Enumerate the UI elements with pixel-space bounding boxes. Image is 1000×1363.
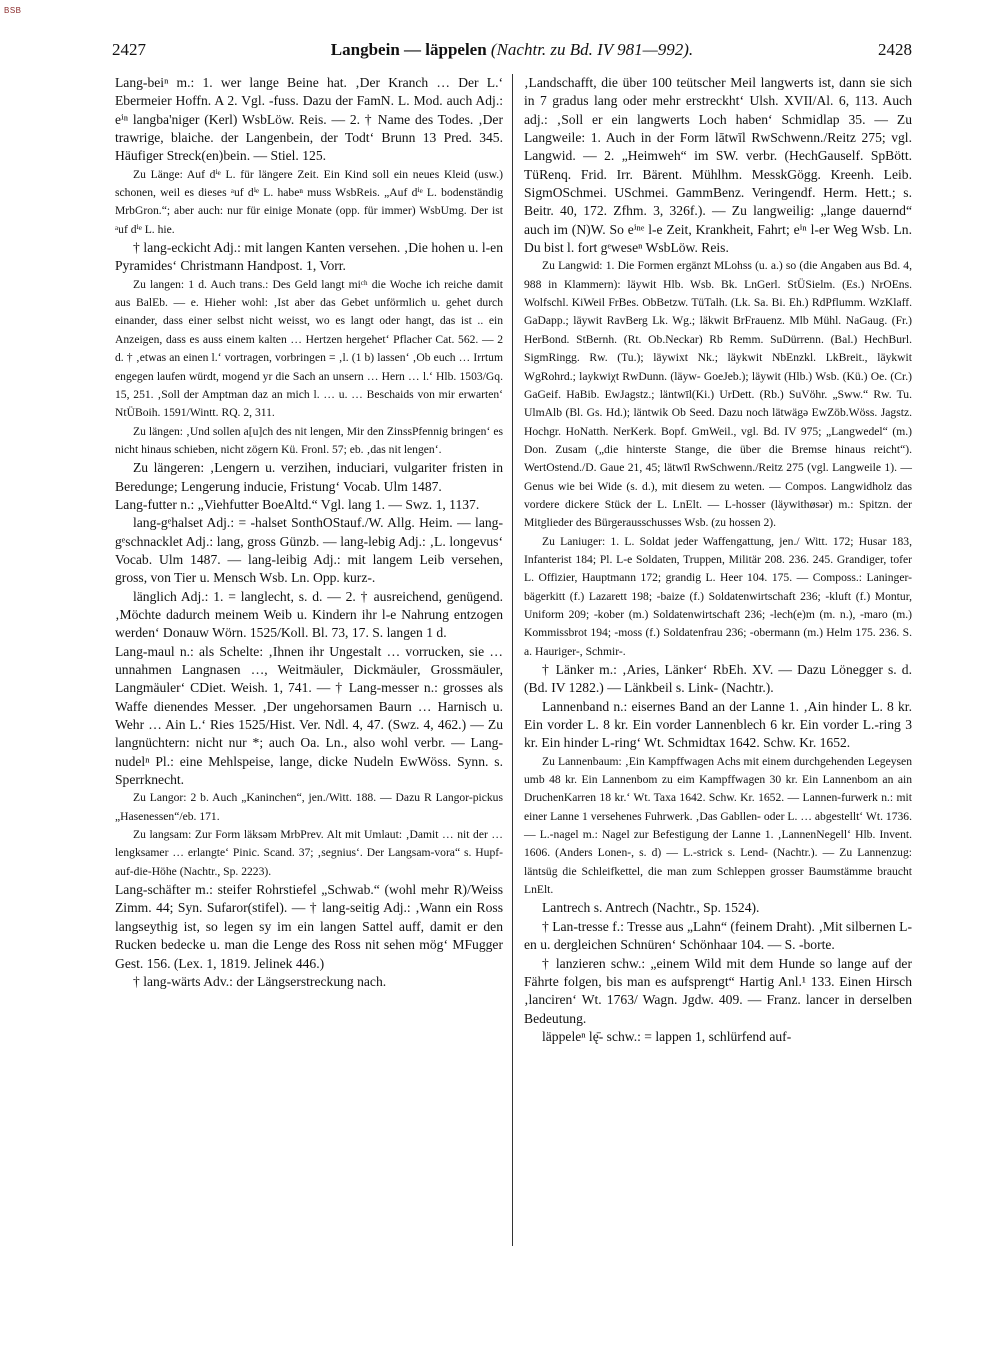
dictionary-entry: Lang-maul n.: als Schelte: ‚Ihnen ihr Ungestalt … vorrucken, sie … unnahmen Langnasen …, Weitmäuler, Dickmäuler, Grossmäuler, Langmäuler‘ CDiet. Weish. 1, 741. — † Lang-messer n.: grosses als Waffe dienendes Messer. ‚Der ungehorsamen Baurn … Harnisch u. Wehr … Ain L.‘ Ries 1525/Hist. Ver. Ndl. 4, 47. (Swz. 4, 462.) — Zu langnüchtern: nicht nur *; auch Oa. Ln., also wohl verbr. — Lang-nudelⁿ Pl.: eine Mehlspeise, lange, dicke Nudeln EwWöss. Synn. s. Sperrknecht. (115, 643, 503, 788)
dictionary-entry: Zu längen: ‚Und sollen a[u]ch des nit lengen, Mir den ZinssPfennig bringen‘ es nicht hinaus schieben, nicht zögern Kü. Fronl. 57; eb. ‚das nit lengen‘. (115, 424, 503, 456)
dictionary-entry: ‚Landschafft, die über 100 teütscher Meil langwerts ist, dann sie sich in 7 gradus lang oder mehr erstreckht‘ Ulsh. XVII/Al. 6, 113. Auch adj.: ‚Soll er ein langwerts Loch haben‘ Schmidlap 35. — Zu Langweile: 1. Auch in der Form lātwīl RwSchwenn./Reitz 275; vgl. Langwid. — 2. „Heimweh“ im SW. verbr. (HechGauself. SpBött. TüRenq. Frid. Irr. Bärent. Mühlhm. MesskGögg. Kreenh. Leib. SigmOSchmei. USchmei. GammBenz. Veringendf. Herm. Hett.; s. Beitr. 40, 172. Zfhm. 3, 326f.). — Zu langweilig: „lange dauernd“ auch im (N)W. So eⁱⁿᵉ l-e Zeit, Krankheit, Fahrt; eⁱⁿ l-er Weg Wsb. Ln. Du bist l. fort gᵉweseⁿ WsbLöw. Reis. (524, 75, 912, 256)
dictionary-entry: Zu langsam: Zur Form läksəm MrbPrev. Alt mit Umlaut: ‚Damit … nit der … lengksamer … erlangte‘ Pinic. Scand. 37; ‚segnius‘. Der Langsam-vora“ s. Hupf-auf-die-Höhe (Nachtr., Sp. 2223). (115, 828, 503, 878)
dictionary-entry: Zu Langwid: 1. Die Formen ergänzt MLohss (u. a.) so (die Angaben aus Bd. 4, 988 in Klammern): läywit Hlb. Wsb. Bk. LnGerl. StÜSielm. (Es.) NrOEns. Wolfschl. KiWeil FrBes. ObBetzw. TüTalh. (Lk. Sa. Bi. Eh.) RdPflumm. WzKlaff. GaDapp.; läywit RavBerg Lk. Wg.; läkwit BrFrauenz. Mlb Mühl. NaGaug. (Fr.) HerBond. StBernh. (Rt. Ob.Neckar) Rb Remm. SuDürrenn. (Bal.) HechBurl. SigmRingg. Rw. (Tu.); läywixt Nk.; läykwit NbEnzkl. LkBreit., läykwit WgRohrd.; laykwiχt RwDunn. (läyw- GoeJeb.); läywit (Hlb.) Wsb. (Kü.) Oe. (Cr.) GaGeif. HaBib. EwJagstz.; läntwīl(Ki.) UrDett. (Rb.) SuVöhr. „Sww.“ Rw. Tu. UlmAlb (Bl. Gs. Hd.); läntwik Ob Seed. Dazu noch lätwägə EwZöb.Wöss. Jagstz. Hochgr. HoNatth. NerKerk. Bopf. GmWeil., vgl. Bd. IV 975; „Langwedel“ (m.) Don. Zusam („die hinterste Stange, die über die Bremse hinaus reicht“). WertOstend./D. Gaue 21, 45; lätwīl RwSchwenn./Reitz 275 (vgl. Langweile 1). — Genus wie bei Wide (s. d.), mit diesem zu weten. — Compos. Langwidholz das vordere dickere Stück der L. LnElt. — L-hosser (läywithøsər) m.: Spitzn. der Mitglieder des Bürgerausschusses Wsb. (zu hossen 2). (524, 259, 912, 530)
page-header (112, 40, 912, 64)
column-divider (512, 74, 513, 1246)
dictionary-entry: Lannenband n.: eisernes Band an der Lanne 1. ‚Ain hinder L. 8 kr. Ein vorder L. 8 kr. Ein vorder Lannenblech 6 kr. Ein vorder L.-ring 3 kr. Ein hinder L-ring‘ Wt. Schmidtax 1642. Schw. Kr. 1652. (524, 698, 912, 751)
dictionary-entry: Lantrech s. Antrech (Nachtr., Sp. 1524). (542, 900, 760, 916)
dictionary-entry: Zu Laniuger: 1. L. Soldat jeder Waffengattung, jen./ Witt. 172; Husar 183, Infanterist 184; Pl. L-e Soldaten, Truppen, Militär 208. 236. 245. Grandiger, tofer L. Offizier, Hauptmann 172; grandig L. Heer 104. 175. — Composs.: Laninger-bägerkitt (f.) Lazarett 198; -baize (f.) Soldatenwirtschaft 236; -kluft (f.) Montur, Uniform 209; -kober (m.) Soldatenwirtschaft 236; -lech(e)m (m. n.), -maro (m.) Kommissbrot 194; -moss (f.) Soldatenfrau 236; -obermann (m.) Helm 175. 236. S. a. Hauriger-, Schmir-. (524, 534, 912, 658)
dictionary-entry: † Länker m.: ‚Aries, Länker‘ RbEh. XV. — Dazu Lönegger s. d. (Bd. IV 1282.) — Länkbeil s. Link- (Nachtr.). (524, 662, 912, 696)
dictionary-entry: läppeleⁿ lę̄- schw.: = lappen 1, schlürfend auf- (542, 1028, 792, 1044)
dictionary-entry: Lang-schäfter m.: steifer Rohrstiefel „Schwab.“ (wohl mehr R)/Weiss Zimm. 44; Syn. Sufaror(stifel). — † lang-seitig Adj.: ‚Wann ein Ross langseythig ist, so legen sy im ein langen Sattel auff, damit er den Rucken bedecke u. man die Lenge des Ross nit sehen mög‘ MFugger Gest. 156. (Lex. 1, 1819. Jelinek 446.) (115, 882, 503, 971)
library-stamp: BSB (4, 6, 22, 15)
dictionary-entry: Zu Langor: 2 b. Auch „Kaninchen“, jen./Witt. 188. — Dazu R Langor-pickus „Hasenessen“/eb. 171. (115, 791, 503, 823)
running-title (112, 40, 912, 60)
dictionary-entry: Zu Lannenbaum: ‚Ein Kampffwagen Achs mit einem durchgehenden Legeysen umb 48 kr. Ein Lannenbom zu eim Kampffwagen 30 kr. Ein Lannenbom an ain DruchenKarren 18 kr.‘ Wt. Taxa 1642. Schw. Kr. 1652. — Lannen-furwerk n.: mit einer Lanne 1 versehenes Fuhrwerk. ‚Das Gabllen- oder L. … abgestellt‘ Wt. 1736. — L.-nagel m.: Nagel zur Befestigung der Lanne 1. ‚LannenNegell‘ Hlb. Invent. 1606. (Anders Lonen-, s. d) — L.-strick s. Lend- (Nachtr.). — Zu Lannenzug: läntsüg die Schleifkettel, die man zum Schleppen grosser Baumstämme braucht LnElt. (524, 754, 912, 897)
left-column (115, 74, 503, 991)
page-number-left: 2427 (112, 40, 146, 59)
dictionary-entry: † lang-eckicht Adj.: mit langen Kanten versehen. ‚Die hohen u. l-en Pyramides‘ Christmann Handpost. 1, Vorr. (115, 240, 503, 274)
right-column (524, 74, 912, 1046)
dictionary-entry: Lang-futter n.: „Viehfutter BoeAltd.“ Vgl. lang 1. — Swz. 1, 1137. (115, 496, 480, 512)
dictionary-entry: † lang-wärts Adv.: der Längserstreckung nach. (133, 973, 387, 989)
page-number-right: 2428 (878, 40, 912, 59)
dictionary-entry: † lanzieren schw.: „einem Wild mit dem Hunde so lange auf der Fährte folgen, bis man es aufsprengt“ Hartig Anl.¹ 133. Einen Hirsch ‚lanciren‘ Wt. 1763/ Wagn. Jgdw. 409. — Franz. lancer in derselben Bedeutung. (524, 955, 912, 1026)
dictionary-entry: lang-gᵉhalset Adj.: = -halset SonthOStauf./W. Allg. Heim. — lang-gᵉschnacklet Adj.: lang, gross Günzb. — lang-lebig Adj.: ‚L. longevus‘ Vocab. Ulm 1487. — lang-leibig Adj.: mit langem Leib versehen, gross, von Tier u. Mensch Wsb. Ln. Opp. kurz-. (115, 515, 503, 586)
dictionary-entry: † Lan-tresse f.: Tresse aus „Lahn“ (feinem Draht). ‚Mit silbernen L-en u. dergleichen Schnüren‘ Schönhaar 104. — S. -borte. (524, 918, 912, 953)
running-title-main: Langbein — läppelen (330, 40, 487, 59)
dictionary-entry: Zu längeren: ‚Lengern u. verzihen, induciari, vulgariter fristen in Beredunge; Lengerung inducie, Fristung‘ Vocab. Ulm 1487. (115, 460, 503, 494)
dictionary-entry: Zu langen: 1 d. Auch trans.: Des Geld langt miᶜʰ die Woche ich reiche damit aus BalEb. — e. Hieher wohl: ‚Ist aber das Gebet unförmlich u. gehet durch einander, dass einer selbst nicht weisst, wo es langt oder hangt, das ist .. ein Anzeigen, dass es auss einem kalten … Hertzen hergehet‘ Pflacher Cat. 562. — 2 d. † ‚etwas an einen l.‘ vortragen, vorbringen = ‚l. (1 b) lassen‘ ‚Ob euch … Irrtum engegen laufen würdt, mogend yr die Sach an unsern … Hern … l.‘ Hlb. 1503/Gq. 15, 251. ‚Soll der Amptman daz an mich l. … u. … Beschaids von mir erwarten‘ NtÜBoih. 1591/Wintt. RQ. 2, 311. (115, 277, 503, 420)
dictionary-entry: Lang-beiⁿ m.: 1. wer lange Beine hat. ‚Der Kranch … Der L.‘ Ebermeier Hoffn. A 2. Vgl. -fuss. Dazu der FamN. L. Mod. auch Adj.: eⁱⁿ langba'niger (Kerl) WsbLöw. Reis. — 2. † Name des Todes. ‚Der trawrige, blaiche. der Langenbein, der Todt‘ Brunn 13 Pred. 345. Häufiger Streck(en)bein. — Stiel. 125. (115, 75, 503, 164)
dictionary-entry: Zu Länge: Auf dⁱᵉ L. für längere Zeit. Ein Kind soll ein neues Kleid (usw.) schonen, weil es dieses ᵃuf dⁱᵉ L. habeⁿ muss WsbReis. „Auf dⁱᵉ L. bodenständig MrbGron.“; aber auch: nur für einige Monate (opp. für immer) WsbUmg. Der ist ᵃuf dⁱᵉ L. hie. (115, 167, 503, 236)
dictionary-entry: länglich Adj.: 1. = langlecht, s. d. — 2. † ausreichend, genügend. ‚Möchte dadurch meinem Weib u. Kindern ihr l-e Nahrung entzogen werden‘ Donauw Wörn. 1525/Koll. Bl. 73, 17. S. langen 1 d. (115, 588, 503, 641)
running-title-subtitle: (Nachtr. zu Bd. IV 981—992). (490, 40, 694, 59)
